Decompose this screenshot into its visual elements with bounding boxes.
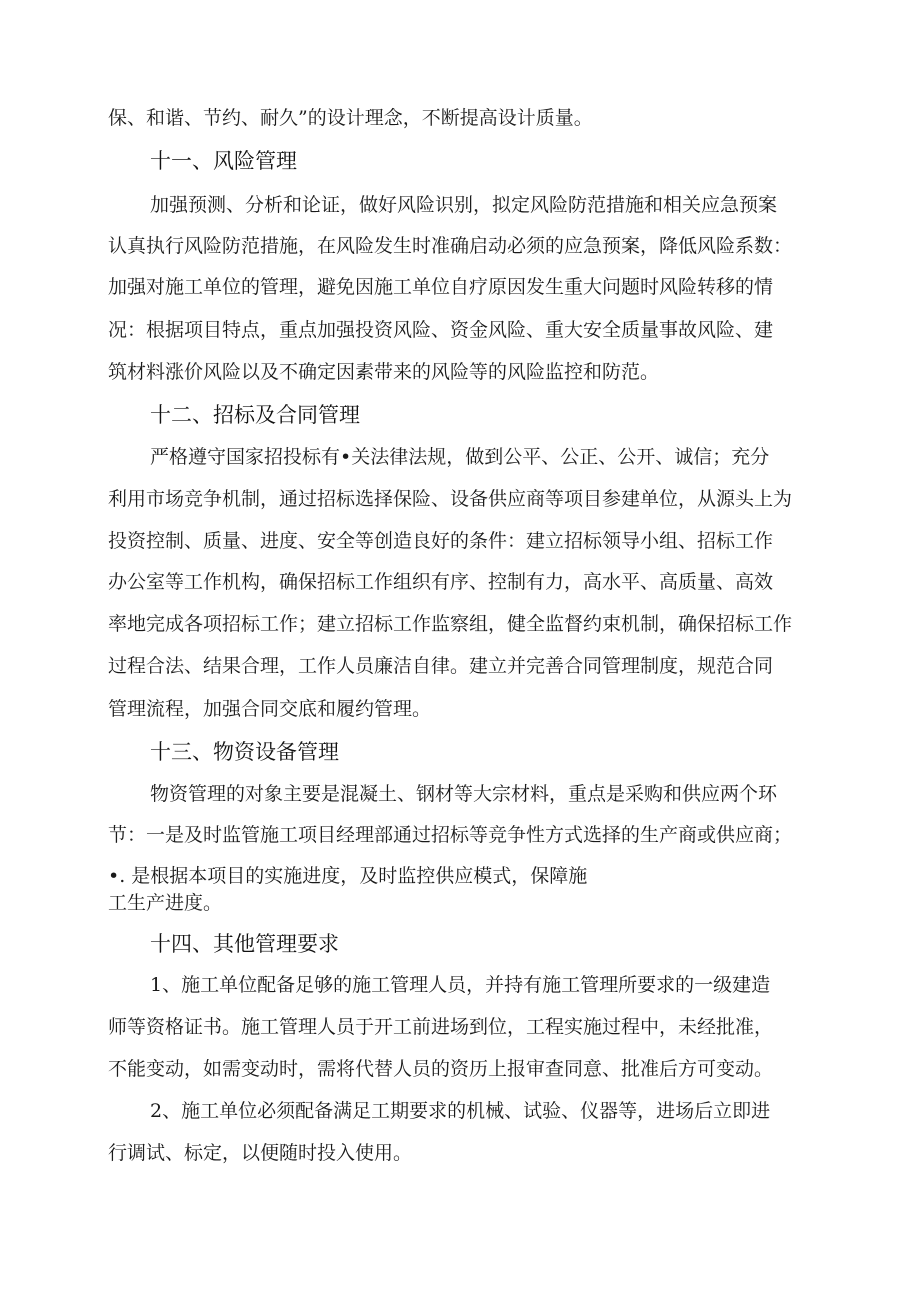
- paragraph-line: 工生产进度。: [108, 892, 223, 914]
- paragraph-line: 2、施工单位必须配备满足工期要求的机械、试验、仪器等，进场后立即进: [150, 1100, 771, 1122]
- paragraph-line: 严格遵守国家招投标有•关法律法规，做到公平、公正、公开、诚信；充分: [150, 446, 770, 468]
- section-heading-bidding-contract-management: 十二、招标及合同管理: [150, 403, 360, 427]
- paragraph-line: 投资控制、质量、进度、安全等创造良好的条件：建立招标领导小组、招标工作: [108, 530, 774, 552]
- section-heading-materials-equipment-management: 十三、物资设备管理: [150, 740, 339, 764]
- paragraph-line: 不能变动，如需变动时，需将代替人员的资历上报审查同意、批准后方可变动。: [108, 1058, 774, 1080]
- paragraph-line: 保、和谐、节约、耐久”的设计理念，不断提高设计质量。: [108, 107, 593, 129]
- paragraph-line: 率地完成各项招标工作；建立招标工作监察组，健全监督约束机制，确保招标工作: [108, 613, 793, 635]
- paragraph-line: 加强对施工单位的管理，避免因施工单位自疗原因发生重大问题时风险转移的情: [108, 276, 774, 298]
- paragraph-line: 1、施工单位配备足够的施工管理人员，并持有施工管理所要求的一级建造: [150, 974, 771, 996]
- paragraph-line: 利用市场竞争机制，通过招标选择保险、设备供应商等项目参建单位，从源头上为: [108, 488, 793, 510]
- paragraph-line: 认真执行风险防范措施，在风险发生时准确启动必须的应急预案，降低风险系数：: [108, 235, 793, 257]
- paragraph-line: 办公室等工作机构，确保招标工作组织有序、控制有力，高水平、高质量、高效: [108, 571, 774, 593]
- paragraph-line: 师等资格证书。施工管理人员于开工前进场到位，工程实施过程中，未经批准，: [108, 1016, 774, 1038]
- paragraph-line: 筑材料涨价风险以及不确定因素带来的风险等的风险监控和防范。: [108, 361, 660, 383]
- paragraph-line: 过程合法、结果合理，工作人员廉洁自律。建立并完善合同管理制度，规范合同: [108, 655, 774, 677]
- paragraph-line: 物资管理的对象主要是混凝土、钢材等大宗材料，重点是采购和供应两个环: [150, 783, 778, 805]
- paragraph-line: 况：根据项目特点，重点加强投资风险、资金风险、重大安全质量事故风险、建: [108, 319, 774, 341]
- paragraph-line: 节：一是及时监管施工项目经理部通过招标等竞争性方式选择的生产商或供应商；: [108, 824, 793, 846]
- paragraph-line: 管理流程，加强合同交底和履约管理。: [108, 698, 432, 720]
- section-heading-other-requirements: 十四、其他管理要求: [150, 932, 339, 956]
- paragraph-line: 加强预测、分析和论证，做好风险识别，拟定风险防范措施和相关应急预案: [150, 194, 778, 216]
- paragraph-line: •. 是根据本项目的实施进度，及时监控供应模式，保障施: [108, 865, 588, 887]
- paragraph-line: 行调试、标定，以便随时投入使用。: [108, 1142, 413, 1164]
- section-heading-risk-management: 十一、风险管理: [150, 149, 297, 173]
